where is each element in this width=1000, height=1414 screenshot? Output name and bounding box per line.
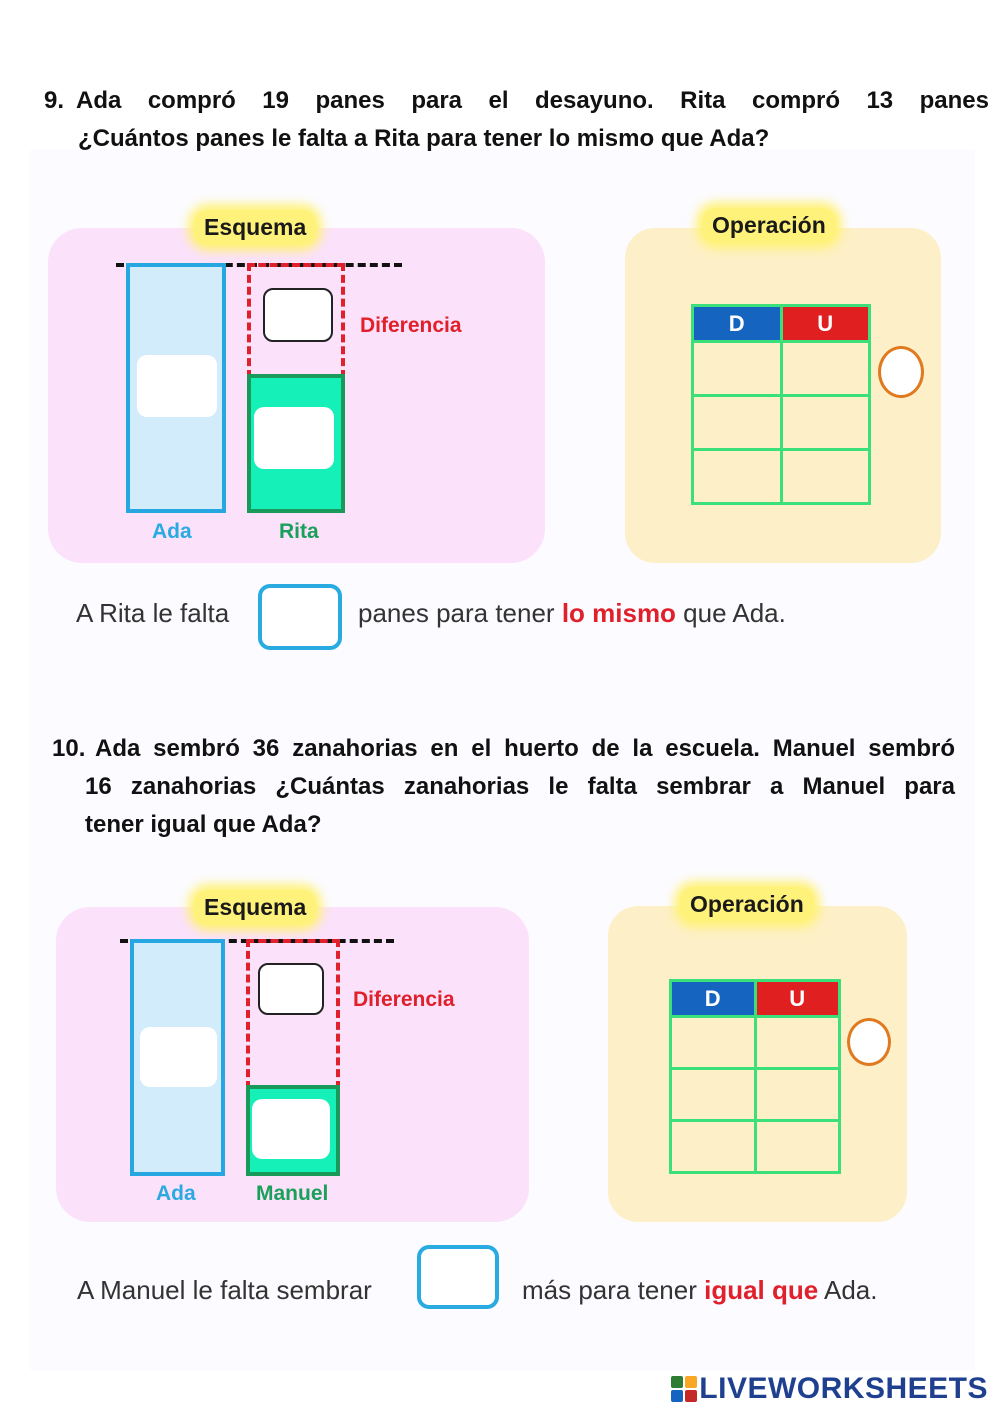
answer-sentence-end [522, 1275, 878, 1306]
operation-table [691, 304, 871, 505]
scheme-title: Esquema [194, 210, 316, 245]
table-cell-input[interactable] [671, 1121, 756, 1173]
operation-sign-input[interactable] [847, 1018, 891, 1066]
manuel-label: Manuel [256, 1182, 329, 1205]
answer-sentence [77, 1275, 372, 1306]
table-cell-input[interactable] [693, 396, 782, 450]
problem-line: 16 zanahorias ¿Cuántas zanahorias le falta sembrar a Manuel para [85, 773, 955, 800]
problem-number: 9. [44, 87, 65, 114]
ada-label: Ada [156, 1182, 196, 1205]
table-cell-input[interactable] [781, 450, 870, 504]
operation-title: Operación [680, 887, 814, 922]
problem-line: Ada sembró 36 zanahorias en el huerto de la escuela. Manuel sembró [95, 735, 955, 762]
difference-value-input[interactable] [258, 963, 324, 1015]
operation-table [669, 979, 841, 1174]
tens-header: D [671, 981, 756, 1017]
answer-input[interactable] [417, 1245, 499, 1309]
answer-text-before: A Manuel le falta sembrar [77, 1275, 372, 1305]
problem-line: tener igual que Ada? [85, 811, 322, 838]
difference-value-input[interactable] [263, 288, 333, 342]
table-cell-input[interactable] [755, 1121, 840, 1173]
answer-emphasis: igual que [704, 1275, 819, 1305]
table-cell-input[interactable] [755, 1017, 840, 1069]
answer-input[interactable] [258, 584, 342, 650]
problem-10-statement [52, 730, 957, 844]
ada-value-input[interactable] [137, 355, 217, 417]
answer-text-after: panes para tener [358, 598, 562, 628]
table-cell-input[interactable] [755, 1069, 840, 1121]
rita-value-input[interactable] [254, 407, 334, 469]
problem-line: ¿Cuántos panes le falta a Rita para tener lo mismo que Ada? [78, 125, 770, 152]
answer-sentence [76, 598, 229, 629]
manuel-value-input[interactable] [252, 1099, 330, 1159]
table-cell-input[interactable] [671, 1069, 756, 1121]
answer-text-before: A Rita le falta [76, 598, 230, 628]
liveworksheets-brand [671, 1372, 988, 1406]
table-cell-input[interactable] [781, 396, 870, 450]
problem-9-statement [44, 82, 992, 162]
units-header: U [755, 981, 840, 1017]
operation-sign-input[interactable] [878, 346, 924, 398]
units-header: U [781, 306, 870, 342]
table-cell-input[interactable] [671, 1017, 756, 1069]
answer-text-end: que Ada. [675, 598, 786, 628]
ada-value-input[interactable] [140, 1027, 217, 1087]
answer-emphasis: lo mismo [561, 598, 676, 628]
tens-header: D [693, 306, 782, 342]
liveworksheets-logo-icon [671, 1376, 697, 1402]
difference-label: Diferencia [360, 314, 462, 337]
difference-label: Diferencia [353, 988, 455, 1011]
answer-text-end: Ada. [818, 1275, 878, 1305]
table-cell-input[interactable] [781, 342, 870, 396]
answer-text-after: más para tener [522, 1275, 705, 1305]
problem-number: 10. [52, 735, 86, 762]
table-cell-input[interactable] [693, 450, 782, 504]
brand-name: LIVEWORKSHEETS [699, 1372, 988, 1405]
ada-label: Ada [152, 520, 192, 543]
rita-label: Rita [279, 520, 319, 543]
table-cell-input[interactable] [693, 342, 782, 396]
scheme-title: Esquema [194, 890, 316, 925]
operation-title: Operación [702, 208, 836, 243]
problem-line: Ada compró 19 panes para el desayuno. Rita compró 13 panes [76, 87, 989, 114]
answer-sentence-end [358, 598, 786, 629]
